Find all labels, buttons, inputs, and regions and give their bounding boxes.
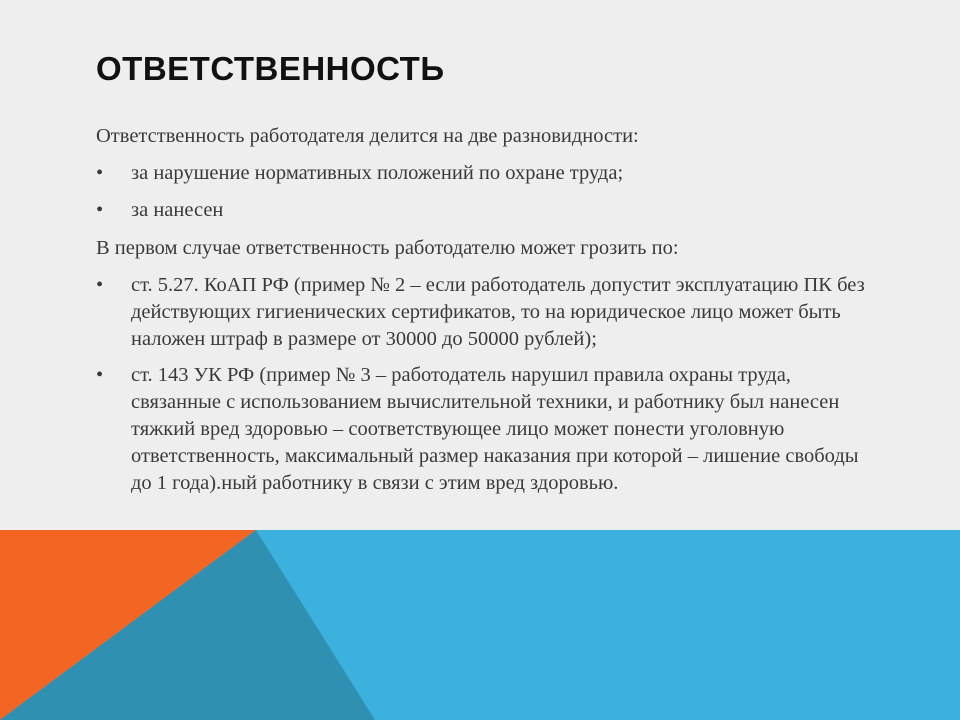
slide-title: ОТВЕТСТВЕННОСТЬ bbox=[96, 50, 445, 87]
second-intro-paragraph: В первом случае ответственность работодателю может грозить по: bbox=[96, 237, 679, 259]
list-item-text: за нанесен bbox=[131, 199, 224, 221]
bullet-marker: • bbox=[96, 162, 104, 184]
list-item-text: за нарушение нормативных положений по охране труда; bbox=[131, 162, 624, 184]
list-item-text: ст. 5.27. КоАП РФ (пример № 2 – если работодатель допустит эксплуатацию ПК без действующих гигиенических сертификатов, то на юридическое лицо может быть наложен штраф в размере от 30000 до 50000 рублей); bbox=[131, 274, 865, 350]
list-item bbox=[96, 272, 876, 353]
bullet-marker: • bbox=[96, 364, 104, 386]
intro-paragraph: Ответственность работодателя делится на две разновидности: bbox=[96, 125, 639, 147]
list-item-text: ст. 143 УК РФ (пример № 3 – работодатель нарушил правила охраны труда, связанные с использованием вычислительной техники, и работнику был нанесен тяжкий вред здоровью – соответствующее лицо может понести уголовную ответственность, максимальный размер наказания при которой – лишение свободы до 1 года).ный работнику в связи с этим вред здоровью. bbox=[131, 364, 859, 494]
list-item bbox=[96, 362, 876, 497]
list-item bbox=[96, 160, 876, 187]
slide-body bbox=[96, 122, 876, 506]
list-item bbox=[96, 197, 876, 224]
bullet-marker: • bbox=[96, 274, 104, 296]
bullet-marker: • bbox=[96, 199, 104, 221]
